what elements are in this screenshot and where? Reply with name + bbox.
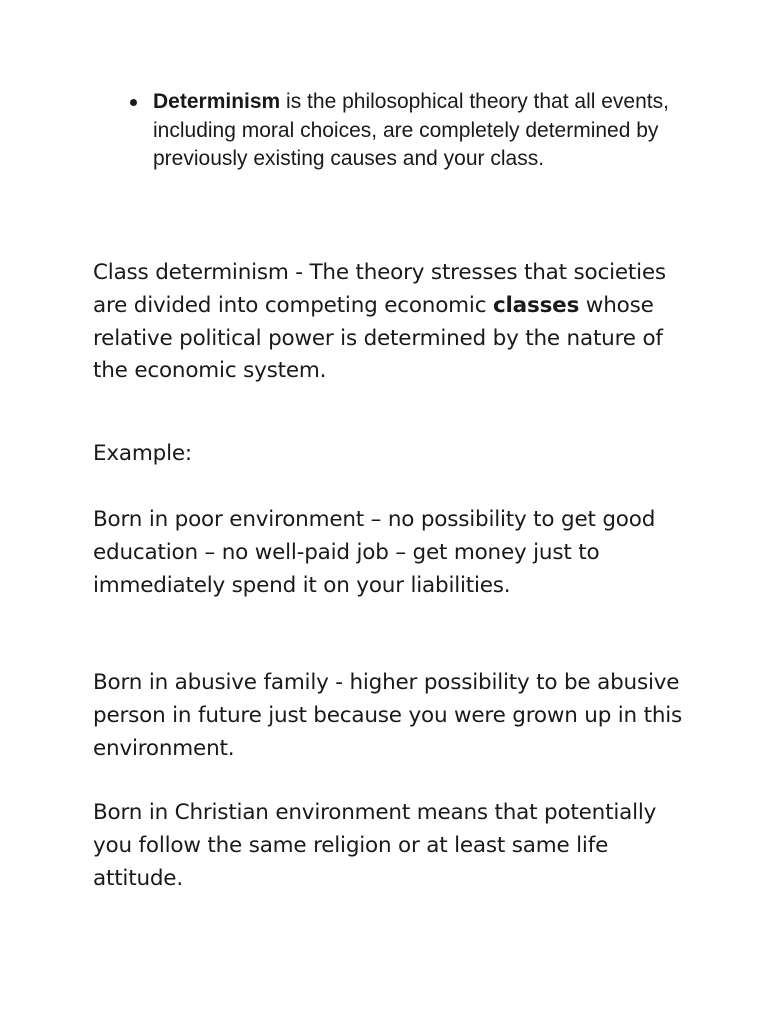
class-determinism-paragraph	[93, 257, 683, 388]
bullet-dot-icon	[130, 99, 137, 106]
example-christian-environment: Born in Christian environment means that potentially you follow the same religion or at least same life attitude.	[93, 800, 657, 891]
definition-bullet-list	[127, 88, 687, 174]
definition-term: Determinism	[153, 90, 281, 113]
example-label: Example:	[93, 441, 192, 466]
class-paragraph-bold-word: classes	[492, 292, 580, 318]
example-abusive-family: Born in abusive family - higher possibility to be abusive person in future just because you were grown up in this environment.	[93, 670, 683, 761]
definition-text: is the philosophical theory that all events, including moral choices, are completely determined by previously existing causes and your class.	[153, 90, 669, 170]
class-paragraph-text-start: Class determinism - The theory stresses that societies are divided into competing economic	[93, 260, 666, 318]
class-paragraph-text-end: whose relative political power is determined by the nature of the economic system.	[93, 292, 663, 384]
definition-bullet-item	[127, 88, 687, 174]
example-poor-environment: Born in poor environment – no possibility to get good education – no well-paid job – get money just to immediately spend it on your liabilities.	[93, 507, 656, 598]
